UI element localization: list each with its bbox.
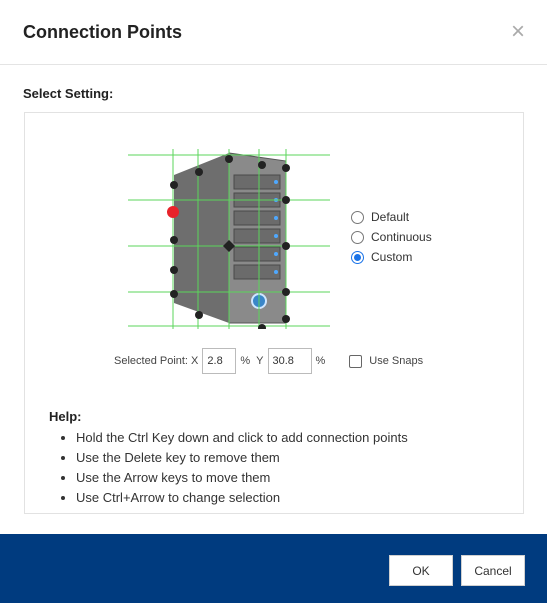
connection-point bbox=[282, 196, 290, 204]
snap-grid bbox=[128, 149, 330, 329]
connection-point bbox=[170, 290, 178, 298]
y-unit-label: % bbox=[315, 355, 326, 367]
help-item: • Use Ctrl+Arrow to change selection bbox=[76, 488, 408, 508]
connection-point bbox=[225, 155, 233, 163]
selected-connection-point[interactable] bbox=[167, 206, 179, 218]
connection-point bbox=[258, 161, 266, 169]
radio-custom-label: Custom bbox=[371, 250, 413, 264]
radio-continuous-label: Continuous bbox=[371, 230, 432, 244]
connection-point bbox=[170, 181, 178, 189]
help-list bbox=[49, 428, 408, 508]
connection-point bbox=[195, 168, 203, 176]
help-item: • Use the Arrow keys to move them bbox=[76, 468, 408, 488]
radio-default[interactable] bbox=[351, 207, 432, 227]
use-snaps-checkbox[interactable] bbox=[349, 355, 362, 368]
dialog-footer bbox=[0, 534, 547, 603]
radio-default-label: Default bbox=[371, 210, 410, 224]
setting-radio-group bbox=[351, 207, 432, 267]
help-item: • Hold the Ctrl Key down and click to add connection points bbox=[76, 428, 408, 448]
selected-point-row bbox=[114, 348, 423, 374]
close-icon[interactable]: × bbox=[510, 18, 525, 45]
help-section bbox=[49, 409, 408, 508]
radio-custom[interactable] bbox=[351, 247, 432, 267]
x-coordinate-input[interactable] bbox=[202, 348, 236, 374]
connection-points-canvas[interactable] bbox=[128, 139, 330, 329]
radio-custom-button[interactable] bbox=[351, 251, 364, 264]
server-tower-icon bbox=[174, 153, 286, 323]
help-title: Help: bbox=[49, 409, 82, 424]
selected-point-label: Selected Point: X bbox=[114, 355, 199, 367]
ok-button[interactable]: OK bbox=[389, 555, 453, 586]
connection-point bbox=[282, 242, 290, 250]
radio-continuous-button[interactable] bbox=[351, 231, 364, 244]
radio-default-button[interactable] bbox=[351, 211, 364, 224]
connection-point bbox=[170, 266, 178, 274]
dialog-header bbox=[0, 0, 547, 65]
cancel-button[interactable]: Cancel bbox=[461, 555, 525, 586]
connection-point bbox=[282, 315, 290, 323]
y-coordinate-input[interactable] bbox=[268, 348, 312, 374]
connection-point bbox=[195, 311, 203, 319]
use-snaps-label: Use Snaps bbox=[369, 355, 424, 367]
select-setting-label: Select Setting: bbox=[23, 86, 114, 101]
help-item: • Use the Delete key to remove them bbox=[76, 448, 408, 468]
dialog-title: Connection Points bbox=[23, 22, 182, 42]
radio-continuous[interactable] bbox=[351, 227, 432, 247]
connection-point bbox=[170, 236, 178, 244]
settings-panel bbox=[24, 112, 524, 514]
x-unit-label: % bbox=[240, 355, 251, 367]
y-label: Y bbox=[256, 355, 264, 367]
connection-point bbox=[282, 288, 290, 296]
connection-point bbox=[282, 164, 290, 172]
